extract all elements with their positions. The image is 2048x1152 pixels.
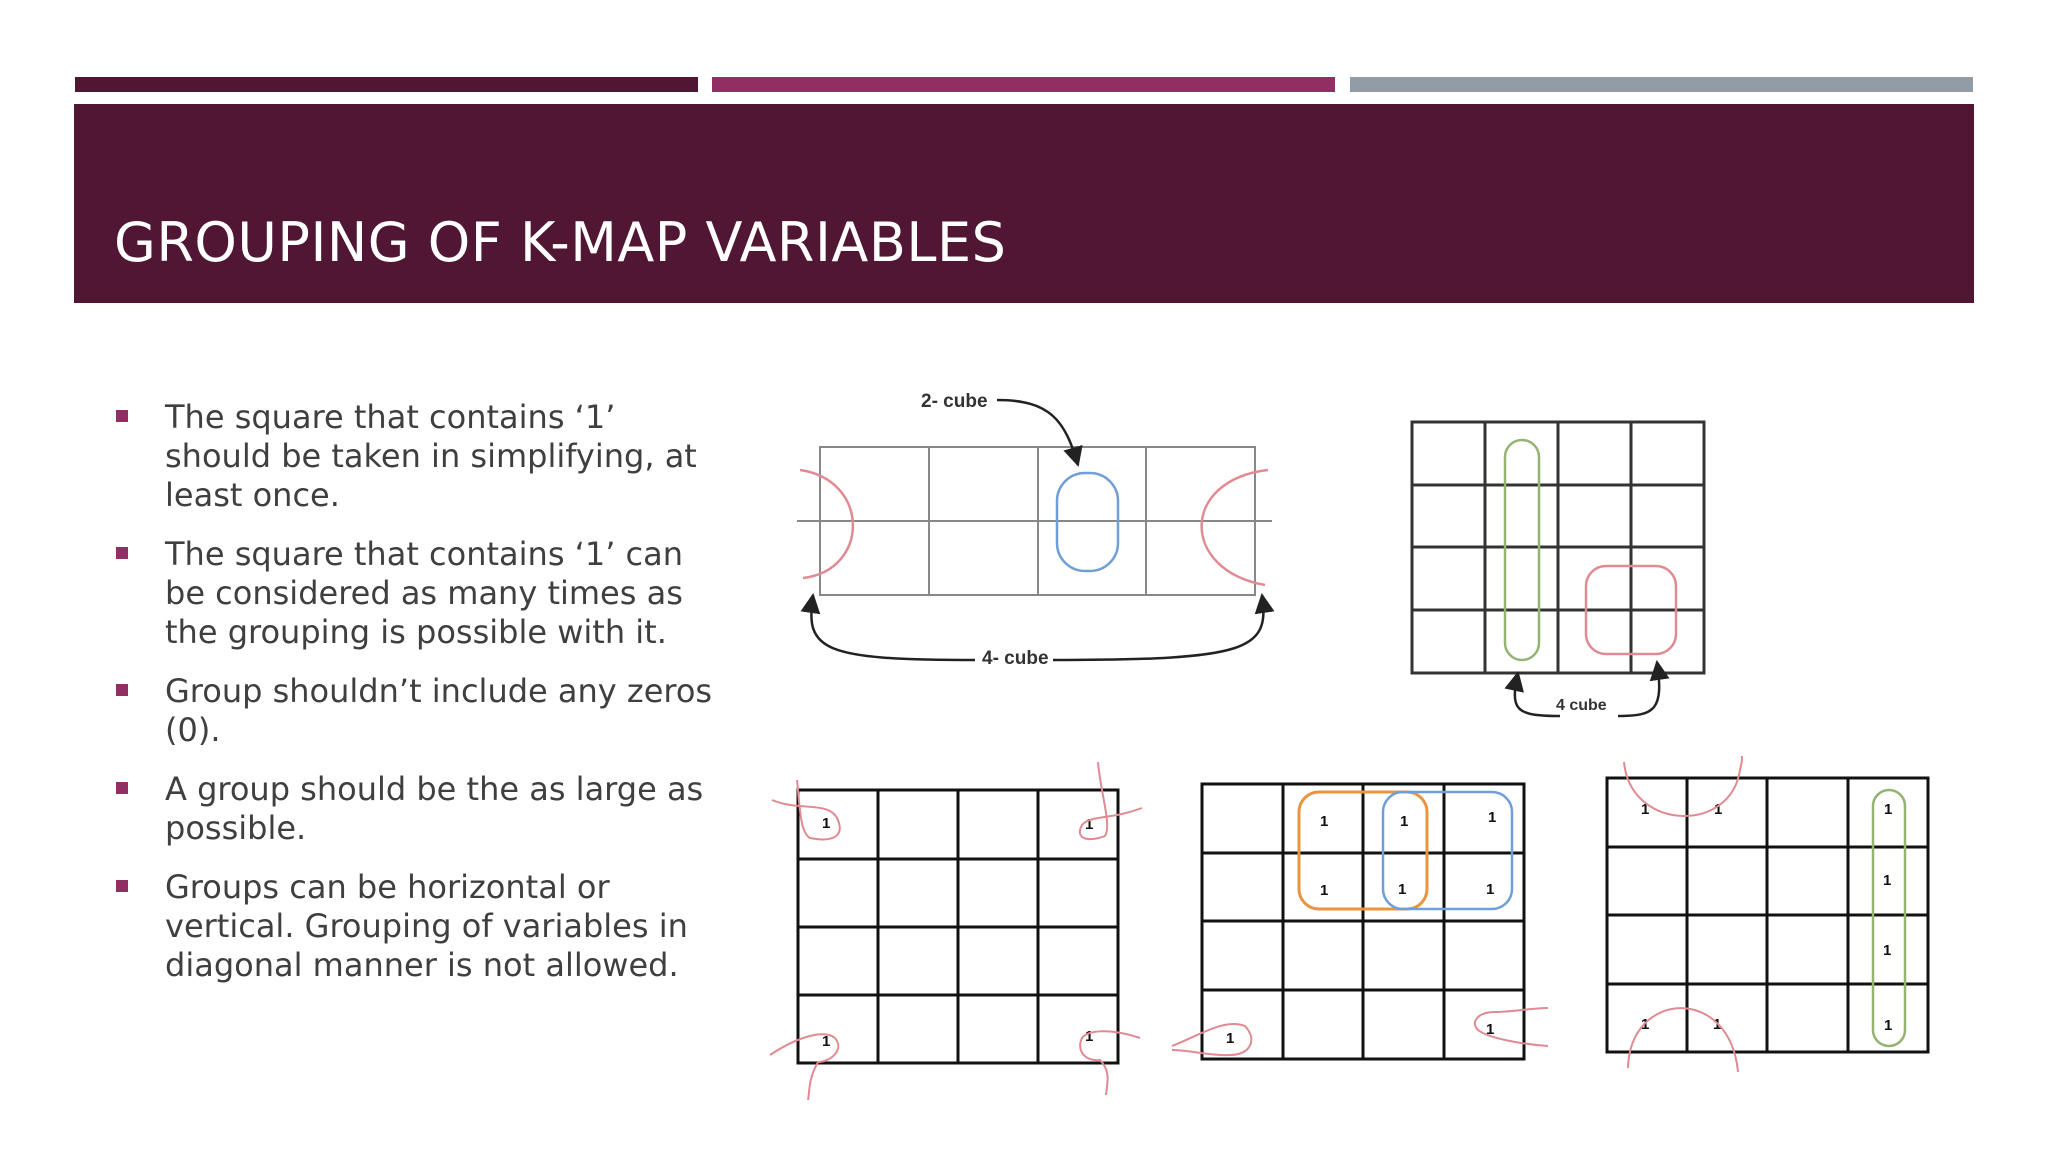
bullet-text: The square that contains ‘1’ can be considered as many times as the grouping is possible with it. (165, 535, 684, 651)
cell-value: 1 (1320, 813, 1329, 830)
cell-value: 1 (1883, 942, 1892, 959)
label-4-cube: 4 cube (1556, 697, 1607, 714)
cell-value: 1 (1883, 872, 1892, 889)
cell-value: 1 (1398, 881, 1407, 898)
cell-value: 1 (1714, 801, 1723, 818)
kmap-grid (1202, 784, 1524, 1059)
slide-title: GROUPING OF K-MAP VARIABLES (114, 211, 1007, 274)
kmap-grid (1412, 422, 1704, 673)
group-column-outline (1873, 790, 1905, 1046)
kmap-grid (1607, 778, 1928, 1052)
bullet-text: Groups can be horizontal or vertical. Grouping of variables in diagonal manner is not allowed. (165, 868, 688, 984)
group-vertical-outline (1505, 440, 1539, 660)
cell-value: 1 (1486, 1021, 1495, 1038)
cell-value: 1 (1884, 1017, 1893, 1034)
cell-value: 1 (1400, 813, 1409, 830)
kmap-diagram-4 (1172, 784, 1548, 1059)
bullet-text: A group should be the as large as possible. (165, 770, 704, 847)
group-4-cube-right-arc (1202, 470, 1268, 585)
kmap-diagram-2 (1412, 422, 1704, 716)
cell-value: 1 (822, 815, 831, 832)
cell-value: 1 (1884, 801, 1893, 818)
label-2-cube: 2- cube (921, 391, 988, 412)
kmap-diagram-5 (1607, 756, 1928, 1072)
kmap-diagram-1 (797, 391, 1272, 669)
group-4-cube-left-arc (800, 470, 853, 578)
cell-value: 1 (1486, 881, 1495, 898)
cell-value: 1 (822, 1033, 831, 1050)
cell-value: 1 (1320, 882, 1329, 899)
label-4-cube: 4- cube (982, 648, 1049, 669)
kmap-diagram-3 (770, 762, 1142, 1100)
cell-value: 1 (1085, 816, 1094, 833)
cell-value: 1 (1713, 1016, 1722, 1033)
cell-value: 1 (1226, 1030, 1235, 1047)
cell-value: 1 (1085, 1028, 1094, 1045)
bullet-text: The square that contains ‘1’ should be taken in simplifying, at least once. (165, 398, 697, 514)
bullet-text: Group shouldn’t include any zeros (0). (165, 672, 713, 749)
cell-value: 1 (1488, 809, 1497, 826)
kmap-grid (798, 790, 1118, 1063)
cell-value: 1 (1641, 801, 1650, 818)
cell-value: 1 (1641, 1016, 1650, 1033)
